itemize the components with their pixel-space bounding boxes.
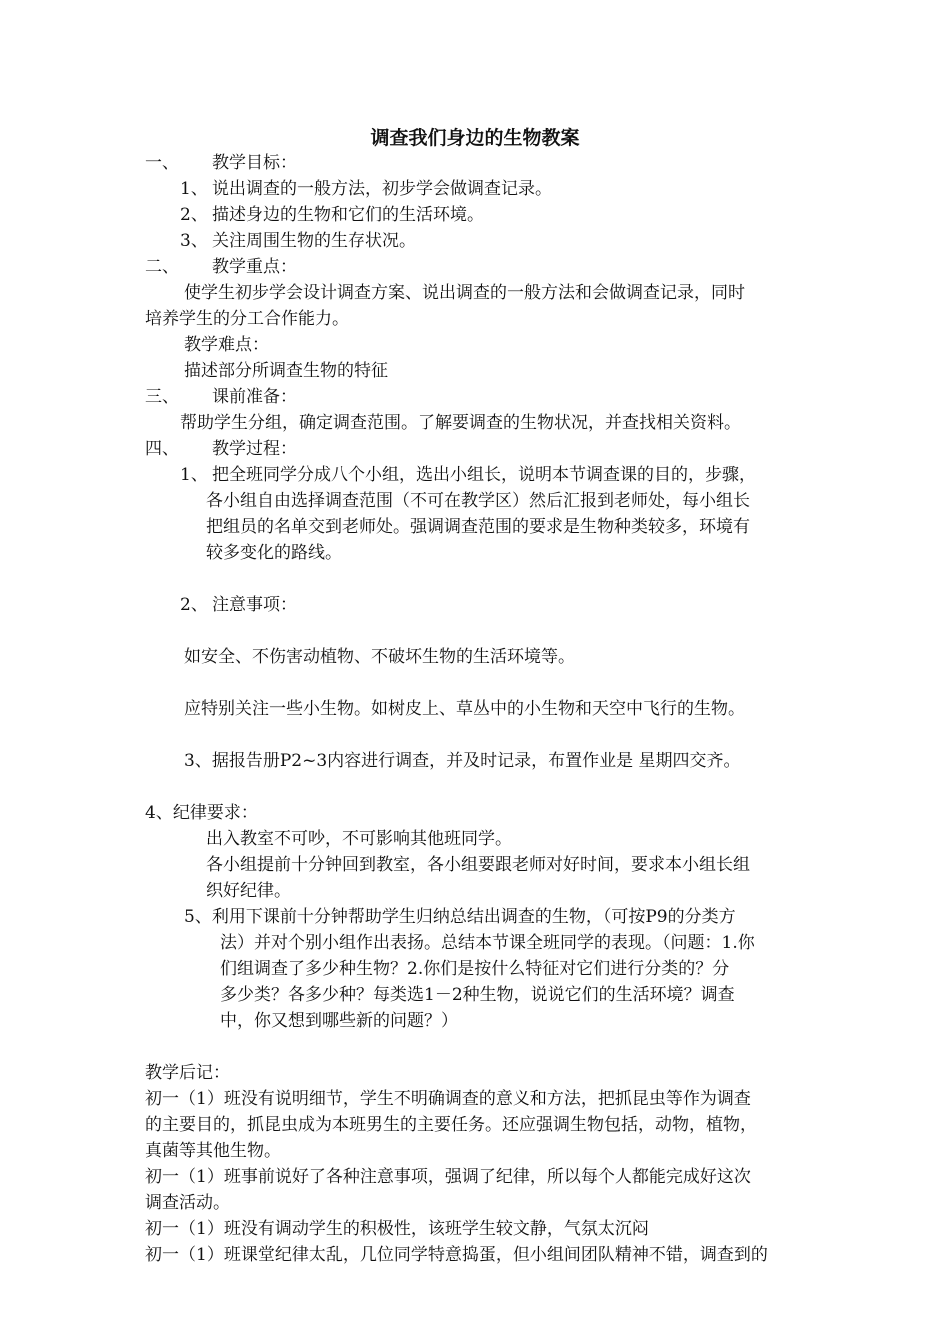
process-1-line-1: 把全班同学分成八个小组，选出小组长，说明本节调查课的目的，步骤， (212, 465, 756, 485)
process-5-line-4: 多少类？各多少种？每类选1－2种生物，说说它们的生活环境？调查 (220, 985, 735, 1005)
process-5-line-2: 法）并对个别小组作出表扬。总结本节课全班同学的表现。（问题：1.你 (220, 933, 755, 953)
process-2-note-2: 应特别关注一些小生物。如树皮上、草丛中的小生物和天空中飞行的生物。 (184, 699, 745, 719)
process-5-line-3: 们组调查了多少种生物？2.你们是按什么特征对它们进行分类的？分 (220, 959, 730, 979)
process-4-line-3: 织好纪律。 (206, 881, 291, 901)
difficulty-heading: 教学难点： (184, 335, 269, 355)
difficulty-text: 描述部分所调查生物的特征 (184, 361, 388, 381)
section-3-heading: 课前准备： (212, 387, 297, 407)
notes-heading: 教学后记： (145, 1063, 230, 1083)
section-1-heading: 教学目标： (212, 153, 297, 173)
notes-line-7: 初一（1）班课堂纪律太乱，几位同学特意捣蛋，但小组间团队精神不错，调查到的 (145, 1245, 768, 1265)
process-4-line-2: 各小组提前十分钟回到教室，各小组要跟老师对好时间，要求本小组长组 (206, 855, 750, 875)
process-1-line-4: 较多变化的路线。 (206, 543, 342, 563)
goal-3-text: 关注周围生物的生存状况。 (212, 231, 416, 251)
process-4-heading: 4、纪律要求： (145, 803, 258, 823)
goal-2-number: 2、 (180, 205, 208, 225)
notes-line-3: 真菌等其他生物。 (145, 1141, 281, 1161)
process-2-heading: 注意事项： (212, 595, 297, 615)
notes-line-1: 初一（1）班没有说明细节，学生不明确调查的意义和方法，把抓昆虫等作为调查 (145, 1089, 751, 1109)
goal-1-number: 1、 (180, 179, 208, 199)
section-3-number: 三、 (145, 387, 179, 407)
key-points-line-2: 培养学生的分工合作能力。 (145, 309, 349, 329)
process-2-number: 2、 (180, 595, 208, 615)
section-4-heading: 教学过程： (212, 439, 297, 459)
goal-2-text: 描述身边的生物和它们的生活环境。 (212, 205, 484, 225)
preparation-text: 帮助学生分组，确定调查范围。了解要调查的生物状况，并查找相关资料。 (180, 413, 741, 433)
process-1-line-2: 各小组自由选择调查范围（不可在教学区）然后汇报到老师处，每小组长 (206, 491, 750, 511)
process-4-line-1: 出入教室不可吵，不可影响其他班同学。 (206, 829, 512, 849)
process-5-line-5: 中，你又想到哪些新的问题？） (220, 1011, 458, 1031)
process-1-number: 1、 (180, 465, 208, 485)
notes-line-6: 初一（1）班没有调动学生的积极性，该班学生较文静，气氛太沉闷 (145, 1219, 649, 1239)
key-points-line-1: 使学生初步学会设计调查方案、说出调查的一般方法和会做调查记录，同时 (184, 283, 745, 303)
notes-line-2: 的主要目的，抓昆虫成为本班男生的主要任务。还应强调生物包括，动物，植物， (145, 1115, 757, 1135)
goal-1-text: 说出调查的一般方法，初步学会做调查记录。 (212, 179, 552, 199)
document-title: 调查我们身边的生物教案 (370, 127, 580, 149)
section-1-number: 一、 (145, 153, 179, 173)
section-4-number: 四、 (145, 439, 179, 459)
section-2-number: 二、 (145, 257, 179, 277)
process-5-line-1: 5、利用下课前十分钟帮助学生归纳总结出调查的生物，（可按P9的分类方 (184, 907, 736, 927)
notes-line-4: 初一（1）班事前说好了各种注意事项，强调了纪律，所以每个人都能完成好这次 (145, 1167, 751, 1187)
process-1-line-3: 把组员的名单交到老师处。强调调查范围的要求是生物种类较多，环境有 (206, 517, 750, 537)
notes-line-5: 调查活动。 (145, 1193, 230, 1213)
section-2-heading: 教学重点： (212, 257, 297, 277)
process-2-note-1: 如安全、不伤害动植物、不破坏生物的生活环境等。 (184, 647, 575, 667)
goal-3-number: 3、 (180, 231, 208, 251)
process-3-text: 3、据报告册P2~3内容进行调查，并及时记录，布置作业是 星期四交齐。 (184, 751, 741, 771)
